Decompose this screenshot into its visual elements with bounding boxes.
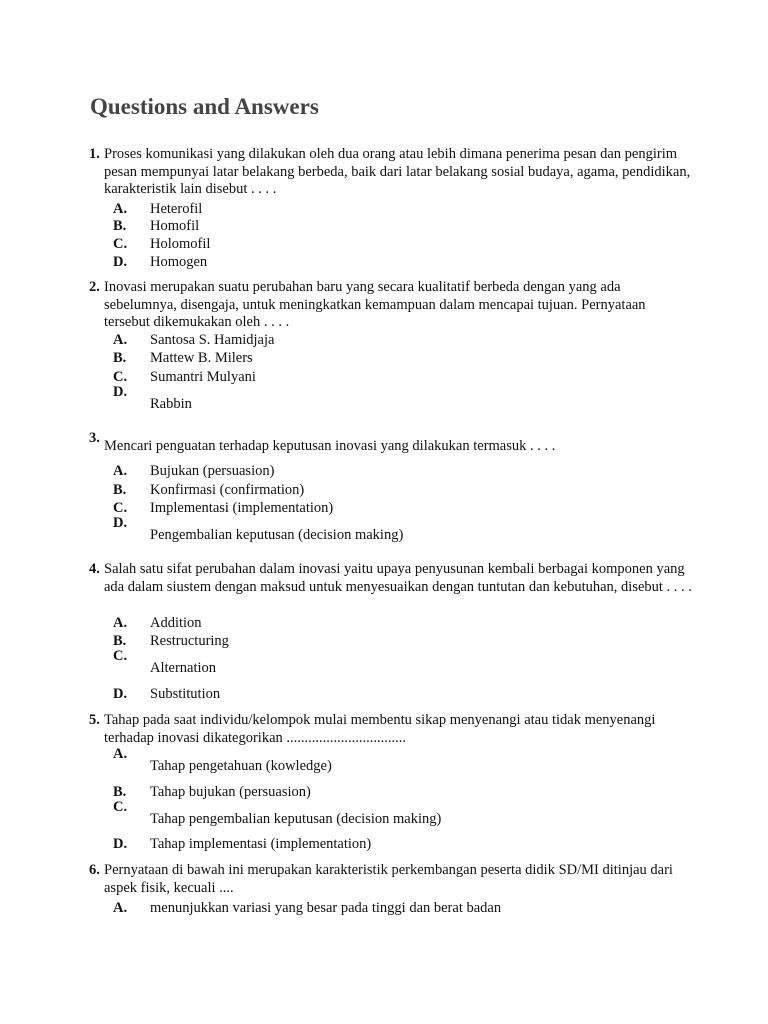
question-number: 1. [89, 146, 100, 162]
option-text: menunjukkan variasi yang besar pada tinggi dan berat badan [150, 900, 502, 916]
question-text: Inovasi merupakan suatu perubahan baru yang secara kualitatif berbeda dengan yang ada sebelumnya, disengaja, untuk meningkatkan kemampuan dalam mencapai tujuan. Pernyataan tersebut dikemukakan oleh . . . . [104, 279, 646, 330]
option-letter: C. [113, 500, 128, 516]
question-text: Mencari penguatan terhadap keputusan inovasi yang dilakukan termasuk . . . . [104, 438, 556, 454]
option-text: Addition [150, 615, 202, 631]
option-letter: D. [113, 836, 128, 852]
option-text: Tahap pengembalian keputusan (decision making) [150, 811, 442, 827]
option-letter: B. [113, 350, 127, 366]
option-text: Mattew B. Milers [150, 350, 253, 366]
option-text: Tahap pengetahuan (kowledge) [150, 758, 332, 774]
option-letter: A. [113, 201, 128, 217]
question-text: Proses komunikasi yang dilakukan oleh dua orang atau lebih dimana penerima pesan dan pengirim pesan mempunyai latar belakang berbeda, baik dari latar belakang sosial budaya, agama, pendidikan, karakteristik lain disebut . . . . [104, 146, 691, 197]
option-text: Restructuring [150, 633, 229, 649]
option-text: Homofil [150, 218, 200, 234]
option-text: Holomofil [150, 236, 211, 252]
option-letter: D. [113, 686, 128, 702]
option-letter: A. [113, 463, 128, 479]
option-letter: B. [113, 218, 127, 234]
question-number: 6. [89, 862, 100, 878]
option-letter: C. [113, 799, 128, 815]
option-text: Sumantri Mulyani [150, 369, 256, 385]
option-text: Tahap bujukan (persuasion) [150, 784, 311, 800]
option-letter: D. [113, 515, 128, 531]
option-text: Konfirmasi (confirmation) [150, 482, 305, 498]
option-text: Bujukan (persuasion) [150, 463, 275, 479]
option-letter: B. [113, 784, 127, 800]
question-number: 3. [89, 430, 100, 446]
option-letter: A. [113, 332, 128, 348]
option-text: Heterofil [150, 201, 203, 217]
option-letter: B. [113, 482, 127, 498]
page-title: Questions and Answers [90, 94, 319, 119]
option-text: Substitution [150, 686, 221, 702]
question-number: 5. [89, 712, 100, 728]
option-letter: A. [113, 900, 128, 916]
option-letter: B. [113, 633, 127, 649]
question-text: Tahap pada saat individu/kelompok mulai membentu sikap menyenangi atau tidak menyenangi terhadap inovasi dikategorikan ................................. [104, 712, 656, 746]
option-letter: A. [113, 615, 128, 631]
option-text: Rabbin [150, 396, 192, 412]
option-text: Alternation [150, 660, 217, 676]
question-text: Salah satu sifat perubahan dalam inovasi yaitu upaya penyusunan kembali berbagai komponen yang ada dalam siustem dengan maksud untuk menyesuaikan dengan tuntutan dan kebutuhan, disebut . . . . [104, 561, 692, 595]
option-letter: D. [113, 254, 128, 270]
question-number: 2. [89, 279, 100, 295]
option-text: Homogen [150, 254, 208, 270]
option-letter: C. [113, 648, 128, 664]
option-text: Implementasi (implementation) [150, 500, 334, 516]
option-letter: C. [113, 236, 128, 252]
option-letter: A. [113, 746, 128, 762]
question-text: Pernyataan di bawah ini merupakan karakteristik perkembangan peserta didik SD/MI ditinjau dari aspek fisik, kecuali .... [104, 862, 673, 896]
question-number: 4. [89, 561, 100, 577]
option-text: Pengembalian keputusan (decision making) [150, 527, 404, 543]
option-text: Santosa S. Hamidjaja [150, 332, 275, 348]
option-text: Tahap implementasi (implementation) [150, 836, 372, 852]
option-letter: D. [113, 384, 128, 400]
option-letter: C. [113, 369, 128, 385]
